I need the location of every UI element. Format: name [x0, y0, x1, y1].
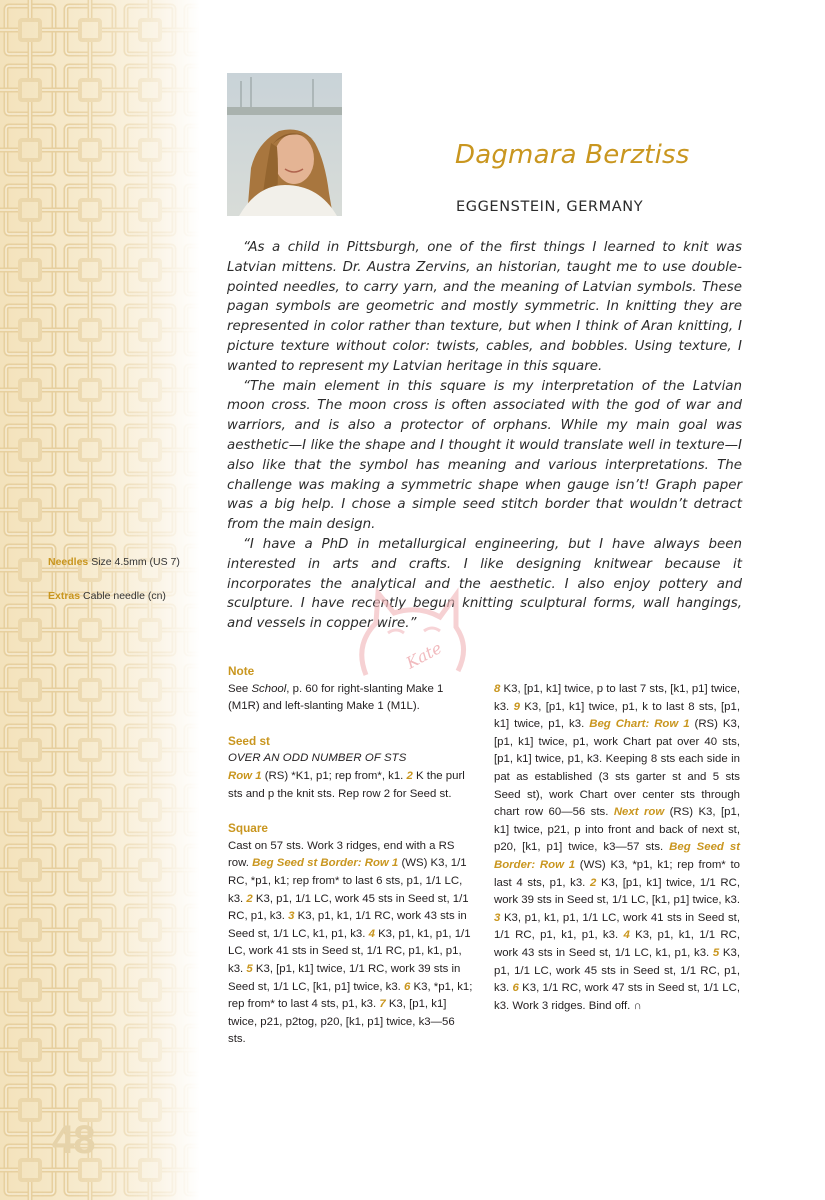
- square-instructions-part-1: Cast on 57 sts. Work 3 ridges, end with a RS row. Beg Seed st Border: Row 1 (WS) K3, 1/1 RC, *p1, k1; rep from* to last 6 sts, p1, 1/1 LC, k3. 2 K3, p1, 1/1 LC, work 45 sts in Seed st, 1/1 RC, p1, k3. 3 K3, p1, k1, 1/1 RC, work 43 sts in Seed st, 1/1 LC, k1, p1, k3. 4 K3, p1, k1, p1, 1/1 LC, work 41 sts in Seed st, 1/1 RC, p1, k1, p1, k3. 5 K3, [p1, k1] twice, 1/1 RC, work 39 sts in Seed st, 1/1 LC, [k1, p1] twice, k3. 6 K3, *p1, k1; rep from* to last 4 sts, p1, k3. 7 K3, [p1, k1] twice, p21, p2tog, p20, [k1, p1] twice, k3—56 sts.: [228, 839, 473, 1046]
- pattern-column-right: [494, 681, 740, 1015]
- seed-st-subheading: OVER AN ODD NUMBER OF STS: [228, 752, 407, 765]
- needles-spec: [48, 556, 180, 568]
- end-mark-icon: ∩: [633, 999, 642, 1012]
- designer-location: EGGENSTEIN, GERMANY: [456, 199, 644, 215]
- statement-paragraph: “I have a PhD in metallurgical engineering, but I have always been interested in arts and crafts. I like designing knitwear because it incorporates the analytical and the aesthetic. I also enjoy pottery and sculpture. I have recently begun knitting sculptural forms, wall hangings, and vessels in copper wire.”: [227, 536, 742, 632]
- seed-st-heading: Seed st: [228, 733, 270, 748]
- extras-spec: [48, 590, 166, 602]
- seed-st-instructions: Row 1 (RS) *K1, p1; rep from*, k1. 2 K the purl sts and p the knit sts. Rep row 2 for Seed st.: [228, 769, 465, 800]
- page-number: 48: [52, 1118, 95, 1162]
- statement-paragraph: “The main element in this square is my interpretation of the Latvian moon cross. The moon cross is often associated with the god of war and warriors, and is also a protector of orphans. While my main goal was aesthetic—I like the shape and I thought it would translate well in texture—I also like that the symbol has meaning and various interpretations. The challenge was making a symmetric shape when gauge isn’t! Graph paper was a big help. I chose a simple seed stitch border that wouldn’t detract from the main design.: [227, 378, 742, 533]
- extras-label: Extras: [48, 590, 81, 602]
- square-heading: Square: [228, 821, 268, 836]
- needles-label: Needles: [48, 556, 89, 568]
- note-heading: Note: [228, 664, 255, 678]
- needles-value: Size 4.5mm (US 7): [91, 556, 180, 568]
- designer-portrait-photo: [227, 73, 342, 216]
- designer-name: Dagmara Berztiss: [455, 140, 690, 170]
- square-instructions-part-2: 8 K3, [p1, k1] twice, p to last 7 sts, [k1, p1] twice, k3. 9 K3, [p1, k1] twice, p1, k to last 8 sts, [p1, k1] twice, p1, k3. Beg Chart: Row 1 (RS) K3, [p1, k1] twice, p1, work Chart pat over 40 sts, [p1, k1] twice, p1, k3. Keeping 8 sts each side in pat as established (3 sts garter st and 5 sts Seed st), work Chart over center sts through chart row 60—56 sts. Next row (RS) K3, [p1, k1] twice, p21, p into front and back of next st, p20, [k1, p1] twice, k3—57 sts. Beg Seed st Border: Row 1 (WS) K3, *p1, k1; rep from* to last 4 sts, p1, k3. 2 K3, [p1, k1] twice, 1/1 RC, work 39 sts in Seed st, 1/1 LC, [k1, p1] twice, k3. 3 K3, p1, k1, p1, 1/1 LC, work 41 sts in Seed st, 1/1 RC, p1, k1, p1, k3. 4 K3, p1, k1, 1/1 RC, work 43 sts in Seed st, 1/1 LC, k1, p1, k3. 5 K3, p1, 1/1 LC, work 45 sts in Seed st, 1/1 RC, p1, k3. 6 K3, 1/1 RC, work 47 sts in Seed st, 1/1 LC, k3. Work 3 ridges. Bind off. ∩: [494, 683, 741, 1012]
- extras-value: Cable needle (cn): [83, 590, 166, 602]
- statement-paragraph: “As a child in Pittsburgh, one of the first things I learned to knit was Latvian mittens. Dr. Austra Zervins, an historian, taught me to use double-pointed needles, to carry yarn, and the meaning of Latvian symbols. These pagan symbols are geometric and mostly symmetric. In knitting they are represented in color rather than texture, but when I think of Aran knitting, I picture texture without color: twists, cables, and bobbles. Using texture, I wanted to represent my Latvian heritage in this square.: [227, 240, 742, 374]
- designer-statement: [227, 238, 742, 634]
- watermark-text: Kate: [402, 638, 445, 673]
- note-text: See School, p. 60 for right-slanting Make 1 (M1R) and left-slanting Make 1 (M1L).: [228, 682, 444, 713]
- pattern-column-left: [228, 663, 474, 1049]
